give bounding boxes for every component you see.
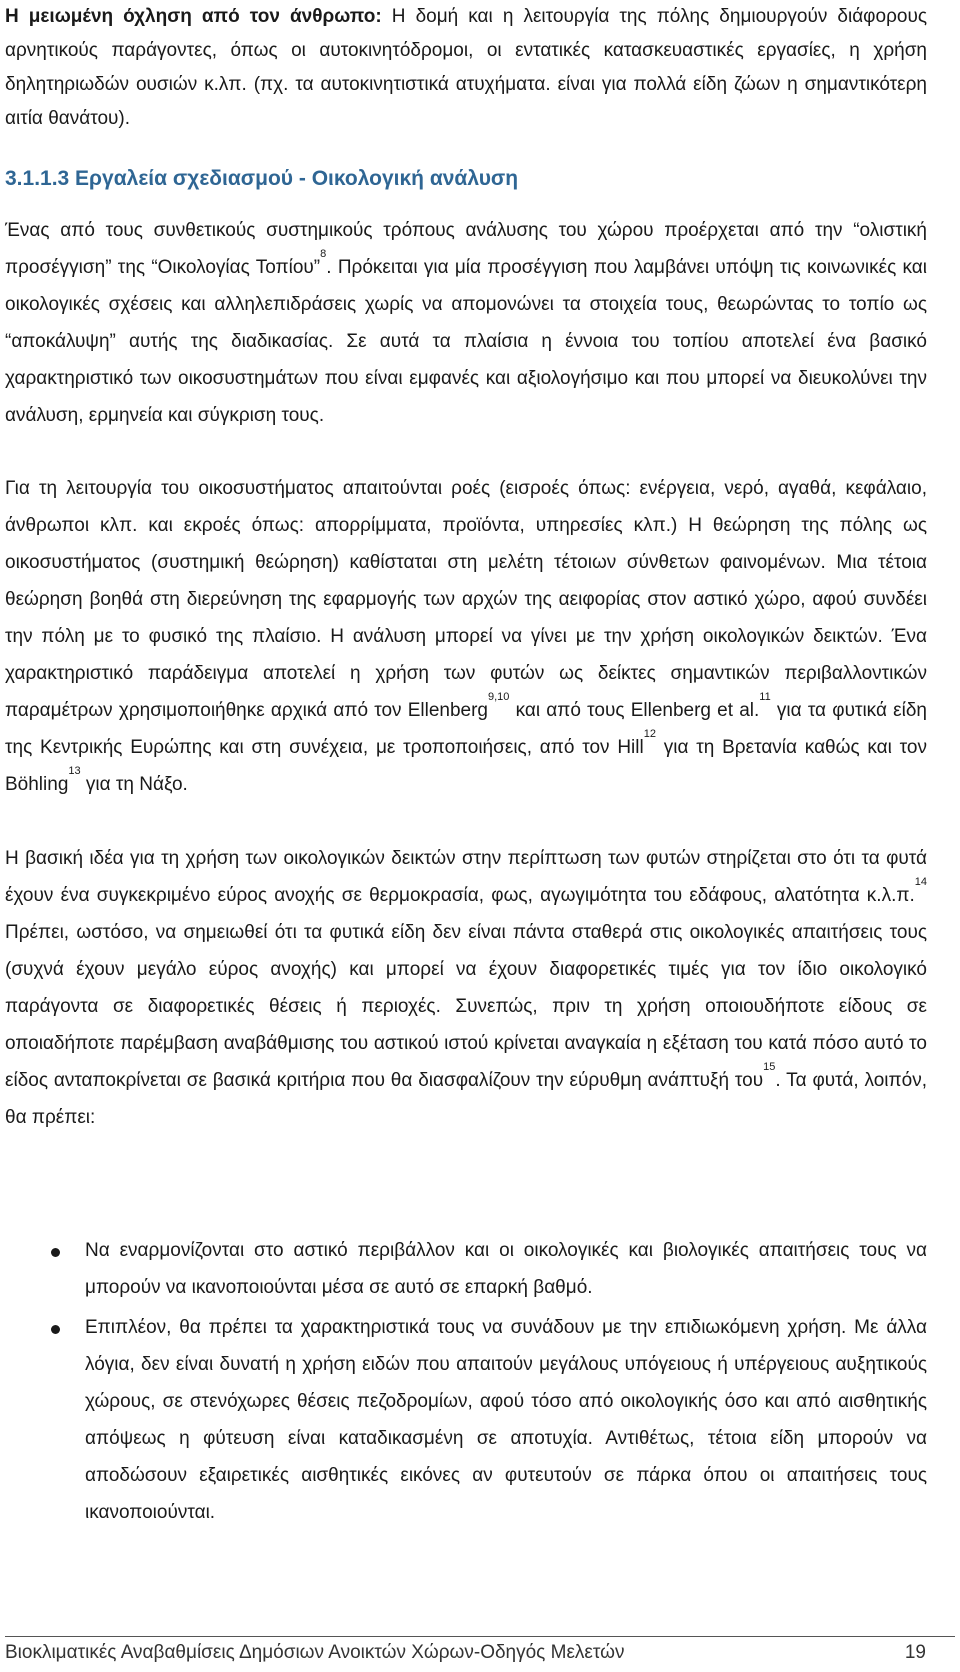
paragraph-text: Η δομή και η λειτουργία της πόλης δημιουργούν διάφορους αρνητικούς παράγοντες, όπως οι αυτοκινητόδρομοι, οι εντατικές κατασκευαστικές εργασίες, η χρήση δηλητηριωδών ουσιών κ.λπ. (πχ. τα αυτοκινητιστικά ατυχήματα. είναι για πολλά είδη ζώων η σημαντικότερη αιτία θανάτου). xyxy=(5,6,927,129)
text-run: Πρέπει, ωστόσο, να σημειωθεί ότι τα φυτικά είδη δεν είναι πάντα σταθερά στις οικολογικές απαιτήσεις τους (συχνά έχουν μεγάλο εύρος ανοχής) και μπορεί να έχουν διαφορετικές τιμές για τον ίδιο οικολογικό παράγοντα σε διαφορετικές θέσεις ή περιοχές. Συνεπώς, πριν τη χρήση οποιουδήποτε είδους σε οποιαδήποτε παρέμβαση αναβάθμισης του αστικού ιστού κρίνεται αναγκαία η εξέταση του κατά πόσο αυτό το είδος ανταποκρίνεται σε βασικά κριτήρια που θα διασφαλίζουν την εύρυθμη ανάπτυξή του xyxy=(5,922,927,1091)
text-run: . Πρόκειται για μία προσέγγιση που λαμβάνει υπόψη τις κοινωνικές και οικολογικές σχέσεις και αλληλεπιδράσεις χωρίς να απομονώνει τα στοιχεία τους, θεωρώντας το τοπίο ως “αποκάλυψη” αυτής της διαδικασίας. Σε αυτά τα πλαίσια η έννοια του τοπίου αποτελεί ένα βασικό χαρακτηριστικό των οικοσυστημάτων που είναι εμφανές και αξιολογήσιμο και που μπορεί να διευκολύνει την ανάλυση, ερμηνεία και σύγκριση τους. xyxy=(5,257,927,426)
list-item-text: Επιπλέον, θα πρέπει τα χαρακτηριστικά τους να συνάδουν με την επιδιωκόμενη χρήση. Με άλλα λόγια, δεν είναι δυνατή η χρήση ειδών που απαιτούν μεγάλους υπόγειους ή υπέργειους αυξητικούς χώρους, σε στενόχωρες θέσεις πεζοδρομίων, αφού τόσο από οικολογικής όσο και από αισθητικής απόψεως η φύτευση είναι καταδικασμένη σε αποτυχία. Αντιθέτως, τέτοια είδη μπορούν να αποδώσουν εξαιρετικές αισθητικές εικόνες αν φυτευτούν σε πάρκα όπου οι απαιτήσεις τους ικανοποιούνται. xyxy=(85,1317,927,1523)
bold-lead: Η μειωμένη όχληση από τον άνθρωπο: xyxy=(5,6,382,27)
bullet-list xyxy=(5,1232,927,1534)
text-run: Για τη λειτουργία του οικοσυστήματος απαιτούνται ροές (εισροές όπως: ενέργεια, νερό, αγαθά, κεφάλαιο, άνθρωποι κλπ. και εκροές όπως: απορρίμματα, προϊόντα, υπηρεσίες κλπ.) Η θεώρηση της πόλης ως οικοσυστήματος (συστημική θεώρηση) καθίσταται στη μελέτη τέτοιων σύνθετων φαινομένων. Μια τέτοια θεώρηση βοηθά στη διερεύνηση της εφαρμογής των αρχών της αειφορίας στον αστικό χώρο, αφού συνδέει την πόλη με το φυσικό της πλαίσιο. Η ανάλυση μπορεί να γίνει με την χρήση οικολογικών δεικτών. Ένα χαρακτηριστικό παράδειγμα αποτελεί η χρήση των φυτών ως δείκτες σημαντικών περιβαλλοντικών παραμέτρων χρησιμοποιήθηκε αρχικά από τον Ellenberg xyxy=(5,478,927,721)
page-number: 19 xyxy=(904,1642,926,1663)
text-run: για τη Νάξο. xyxy=(80,774,188,795)
footnote-ref: 13 xyxy=(68,765,81,777)
footnote-ref: 9,10 xyxy=(488,691,510,703)
footer-divider xyxy=(5,1636,955,1637)
text-run: και από τους Ellenberg et al. xyxy=(509,700,760,721)
section-heading: 3.1.1.3 Εργαλεία σχεδιασμού - Οικολογική ανάλυση xyxy=(5,167,519,190)
list-item-text: Να εναρμονίζονται στο αστικό περιβάλλον και οι οικολογικές και βιολογικές απαιτήσεις τους να μπορούν να ικανοποιούνται μέσα σε αυτό σε επαρκή βαθμό. xyxy=(85,1240,927,1298)
bullet-icon xyxy=(51,1248,60,1257)
text-run: για τα φυτικά είδη της Κεντρικής Ευρώπης και στη συνέχεια, με τροποποιήσεις, από τον Hill xyxy=(5,700,927,758)
paragraph-landscape-ecology xyxy=(5,212,927,434)
paragraph-ecosystem-flows xyxy=(5,470,927,803)
list-item xyxy=(5,1309,927,1531)
footnote-ref: 15 xyxy=(763,1061,776,1073)
footnote-ref: 14 xyxy=(914,876,927,888)
footnote-ref: 12 xyxy=(643,728,656,740)
list-item xyxy=(5,1232,927,1306)
text-run: Η βασική ιδέα για τη χρήση των οικολογικών δεικτών στην περίπτωση των φυτών στηρίζεται στο ότι τα φυτά έχουν ένα συγκεκριμένο εύρος ανοχής σε θερμοκρασία, φως, αγωγιμότητα του εδάφους, αλατότητα κ.λ.π. xyxy=(5,848,927,906)
bullet-icon xyxy=(51,1325,60,1334)
paragraph-human-disturbance xyxy=(5,0,927,136)
text-run: . Τα φυτά, λοιπόν, θα πρέπει: xyxy=(5,1070,927,1128)
footnote-ref: 11 xyxy=(759,691,771,703)
paragraph-ecological-indicators xyxy=(5,840,927,1136)
text-run: Ένας από τους συνθετικούς συστημικούς τρόπους ανάλυσης του χώρου προέρχεται από την “ολιστική προσέγγιση” της “Οικολογίας Τοπίου” xyxy=(5,220,927,278)
text-run: για τη Βρετανία καθώς και τον Böhling xyxy=(5,737,927,795)
footer-title: Βιοκλιματικές Αναβαθμίσεις Δημόσιων Ανοικτών Χώρων-Οδηγός Μελετών xyxy=(5,1642,625,1663)
footnote-ref: 8 xyxy=(320,248,327,260)
